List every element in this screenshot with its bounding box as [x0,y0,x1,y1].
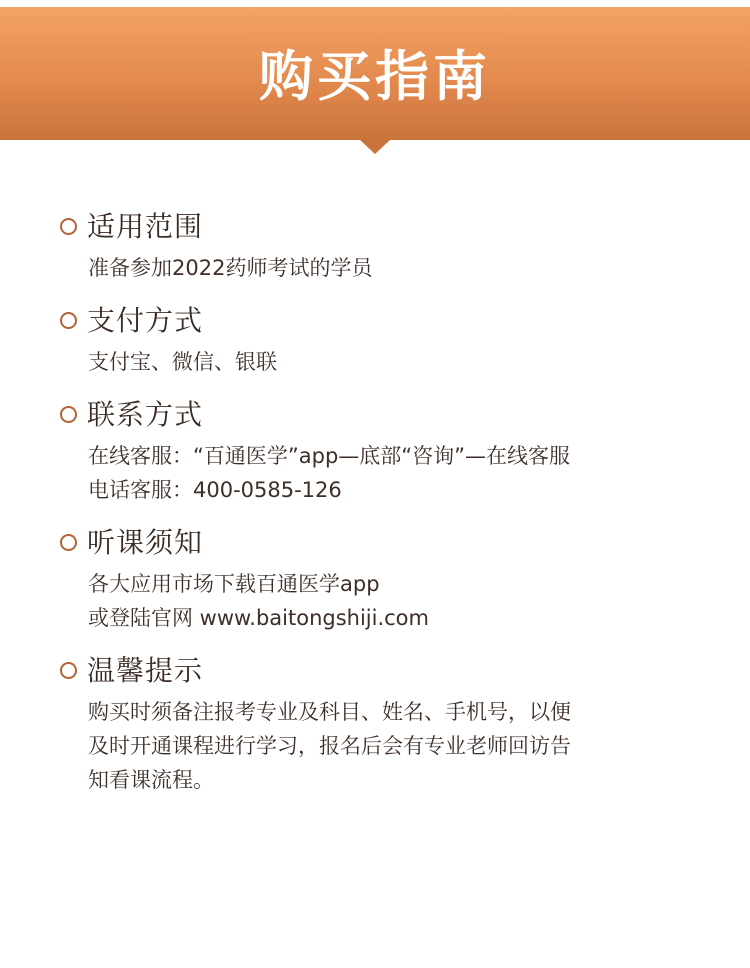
circle-icon [60,218,77,235]
section-body [60,439,720,507]
section-title: 支付方式 [87,304,204,337]
phone-service-text: 电话客服：400-0585-126 [88,478,342,502]
section-heading [60,205,720,245]
section-text: 准备参加2022药师考试的学员 [88,256,373,280]
section-title: 适用范围 [87,210,204,243]
section-text: 购买时须备注报考专业及科目、姓名、手机号，以便 [88,700,571,724]
section-text: 支付宝、微信、银联 [88,350,277,374]
page-header [0,7,750,140]
section-body [60,251,720,285]
section-payment [60,299,720,379]
section-heading [60,299,720,339]
website-text: 或登陆官网 www.baitongshiji.com [88,606,429,630]
online-service-text: 在线客服：“百通医学”app—底部“咨询”—在线客服 [88,444,571,468]
section-heading [60,649,720,689]
section-title: 联系方式 [87,398,204,431]
section-body [60,695,720,797]
section-text: 各大应用市场下载百通医学app [88,572,380,596]
section-course-notice [60,521,720,635]
section-contact [60,393,720,507]
section-tips [60,649,720,797]
circle-icon [60,312,77,329]
section-title: 温馨提示 [87,654,204,687]
page-title: 购买指南 [259,45,491,108]
section-text: 及时开通课程进行学习，报名后会有专业老师回访告 [88,734,571,758]
section-body [60,567,720,635]
section-scope [60,205,720,285]
section-heading [60,521,720,561]
circle-icon [60,534,77,551]
section-heading [60,393,720,433]
header-pointer [360,140,390,154]
circle-icon [60,662,77,679]
section-text: 知看课流程。 [88,768,214,792]
circle-icon [60,406,77,423]
guide-sections [60,205,720,811]
section-body [60,345,720,379]
section-title: 听课须知 [87,526,204,559]
